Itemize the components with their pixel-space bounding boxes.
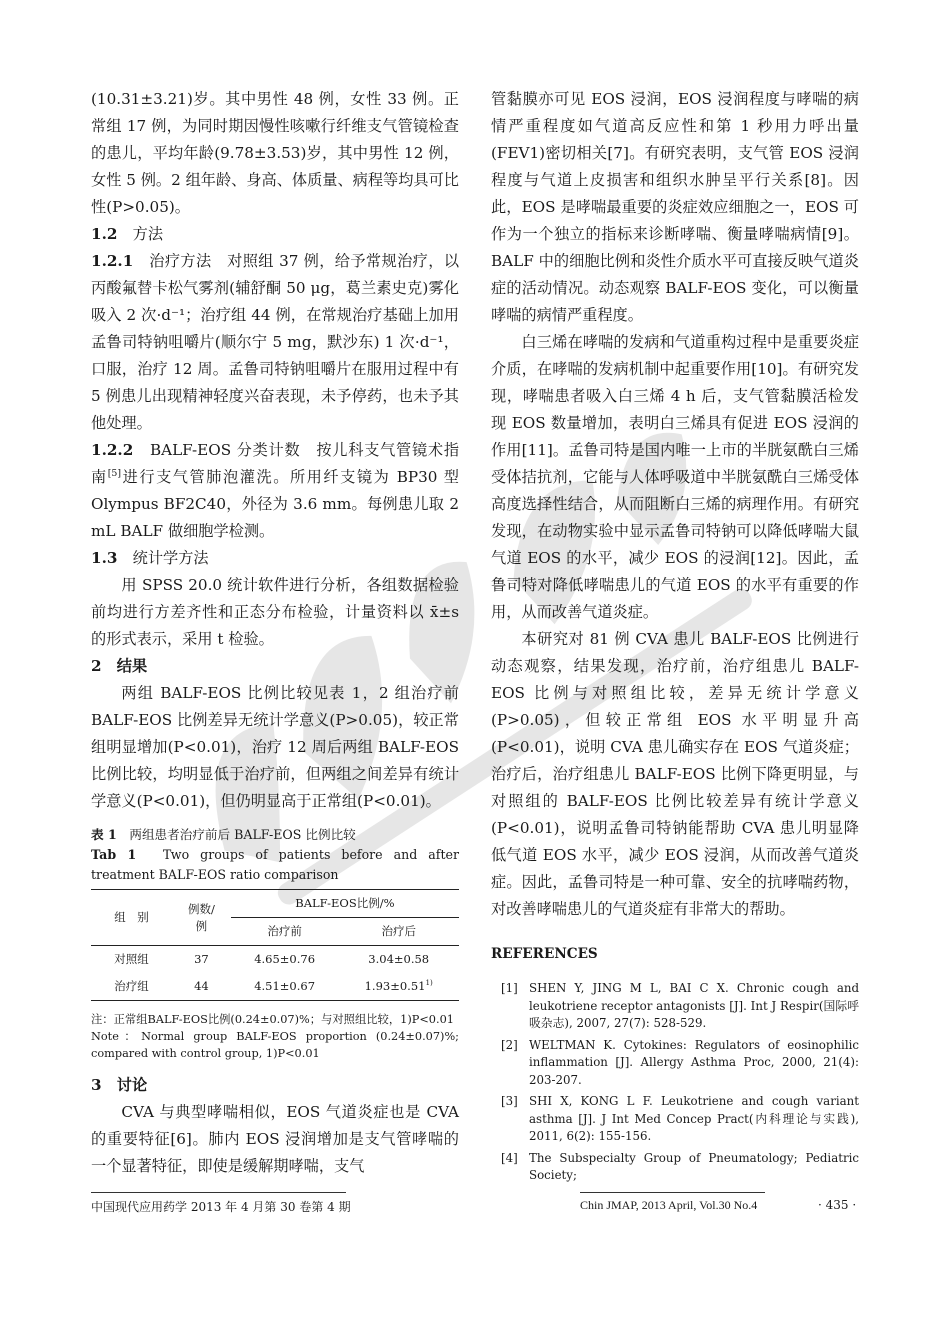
table-header-cell: 治疗后	[381, 924, 416, 938]
table-cell: 37	[194, 952, 209, 966]
paragraph: 管黏膜亦可见 EOS 浸润，EOS 浸润程度与哮喘的病情严重程度如气道高反应性和第 1 秒用力呼出量(FEV1)密切相关[7]。有研究表明，支气管 EOS 浸润程度与气道上皮损害和组织水肿呈平行关系[8]。因此，EOS 是哮喘最重要的炎症效应细胞之一，EOS 可作为一个独立的指标来诊断哮喘、衡量哮喘病情[9]。BALF 中的细胞比例和炎性介质水平可直接反映气道炎症的活动情况。动态观察 BALF-EOS 变化，可以衡量哮喘的病情严重程度。	[491, 90, 859, 324]
paragraph-text: 按儿科支气管镜术指南	[91, 441, 460, 486]
table-note-zh: 注：正常组BALF-EOS比例(0.24±0.07)%；与对照组比较，1)P<0.01	[91, 1013, 454, 1026]
footer-rule-left	[91, 1192, 346, 1193]
table-cell-value: 1.93±0.51	[364, 979, 426, 993]
paragraph: 本研究对 81 例 CVA 患儿 BALF-EOS 比例进行动态观察，结果发现，治疗前，治疗组患儿 BALF- EOS 比例与对照组比较，差异无统计学意义(P>0.05)，但较正常组 EOS 水平明显升高(P<0.01)，说明 CVA 患儿确实存在 EOS 气道炎症；治疗后，治疗组患儿 BALF-EOS 比例下降更明显，与对照组的 BALF-EOS 比例比较差异有统计学意义(P<0.01)，说明孟鲁司特钠能帮助 CVA 患儿明显降低气道 EOS 水平，减少 EOS 浸润，从而改善气道炎症。因此，孟鲁司特是一种可靠、安全的抗哮喘药物，对改善哮喘患儿的气道炎症有非常大的帮助。	[491, 630, 859, 918]
table-note	[91, 1011, 459, 1062]
paragraph	[91, 437, 459, 545]
table-header-cell: BALF-EOS比例/%	[231, 890, 459, 918]
table-cell-value: 3.04±0.58	[368, 952, 430, 966]
table-footnote-mark: 1)	[425, 978, 433, 988]
reference-item	[491, 1093, 859, 1146]
section-number: 1.3	[91, 549, 118, 567]
reference-item	[491, 980, 859, 1033]
subsection-number: 1.2.1	[91, 252, 134, 270]
table-note-en: Note：Normal group BALF-EOS proportion (0.24±0.07)%; compared with control group, 1)P<0.01	[91, 1030, 459, 1060]
paragraph-text: 对照组 37 例，给予常规治疗，以丙酸氟替卡松气雾剂(辅舒酮 50 μg，葛兰素史克)雾化吸入 2 次·d⁻¹；治疗组 44 例，在常规治疗基础上加用孟鲁司特钠咀嚼片(顺尔宁 5 mg，默沙东) 1 次·d⁻¹，口服，治疗 12 周。孟鲁司特钠咀嚼片在服用过程中有 5 例患儿出现精神轻度兴奋表现，未予停药，也未予其他处理。	[91, 252, 460, 432]
paragraph: (10.31±3.21)岁。其中男性 48 例，女性 33 例。正常组 17 例，为同时期因慢性咳嗽行纤维支气管镜检查的患儿，平均年龄(9.78±3.53)岁，其中男性 12 例，女性 5 例。2 组年龄、身高、体质量、病程等均具可比性(P>0.05)。	[91, 90, 459, 216]
table-label-en: Tab 1	[91, 847, 137, 862]
left-column	[91, 86, 459, 1180]
reference-number: [3]	[501, 1094, 518, 1108]
table-label: 表 1	[91, 827, 117, 842]
table-cell: 4.65±0.76	[254, 952, 316, 966]
table-cell: 对照组	[114, 952, 149, 966]
section-number: 1.2	[91, 225, 118, 243]
references-heading: REFERENCES	[491, 946, 598, 962]
paragraph: 白三烯在哮喘的发病和气道重构过程中是重要炎症介质，在哮喘的发病机制中起重要作用[10]。有研究发现，哮喘患者吸入白三烯 4 h 后，支气管黏膜活检发现 EOS 数量增加，表明白三烯具有促进 EOS 浸润的作用[11]。孟鲁司特是国内唯一上市的半胱氨酰白三烯受体拮抗剂，它能与人体呼吸道中半胱氨酰白三烯受体高度选择性结合，从而阻断白三烯的病理作用。有研究发现，在动物实验中显示孟鲁司特钠可以降低哮喘大鼠气道 EOS 的水平，减少 EOS 的浸润[12]。因此，孟鲁司特对降低哮喘患儿的气道 EOS 的水平有重要的作用，从而改善气道炎症。	[491, 333, 859, 621]
table-cell	[338, 973, 459, 1001]
footer-journal-zh: 中国现代应用药学 2013 年 4 月第 30 卷第 4 期	[91, 1200, 351, 1214]
right-column	[491, 86, 859, 1189]
reference-item	[491, 1037, 859, 1090]
subsection-number: 1.2.2	[91, 441, 134, 459]
footer-journal-en: Chin JMAP, 2013 April, Vol.30 No.4	[580, 1198, 758, 1212]
table-title-zh: 两组患者治疗前后 BALF-EOS 比例比较	[129, 827, 356, 842]
reference-text: The Subspecialty Group of Pneumatology; Pediatric Society;	[529, 1150, 859, 1182]
section-title: 方法	[132, 225, 163, 243]
paragraph: CVA 与典型哮喘相似，EOS 气道炎症也是 CVA 的重要特征[6]。肺内 EOS 浸润增加是支气管哮喘的一个显著特征，即使是缓解期哮喘，支气	[91, 1103, 459, 1175]
reference-text: SHEN Y, JING M L, BAI C X. Chronic cough and leukotriene receptor antagonists [J]. Int J Respir(国际呼吸杂志), 2007, 27(7): 528-529.	[529, 981, 859, 1030]
table-cell: 44	[194, 979, 209, 993]
paragraph: 用 SPSS 20.0 统计软件进行分析，各组数据检验前均进行方差齐性和正态分布检验，计量资料以 x̄±s 的形式表示，采用 t 检验。	[91, 576, 459, 648]
reference-number: [1]	[501, 981, 518, 995]
data-table	[91, 889, 459, 1001]
section-heading-results: 2 结果	[91, 657, 148, 675]
section-heading	[91, 545, 459, 572]
footer-rule-right	[580, 1192, 765, 1193]
reference-number: [4]	[501, 1150, 518, 1165]
section-heading-discussion: 3 讨论	[91, 1076, 148, 1094]
subsection-title: 治疗方法	[149, 252, 212, 270]
reference-text: SHI X, KONG L F. Leukotriene and cough variant asthma [J]. J Int Med Concep Pract(内科理论与实践), 2011, 6(2): 155-156.	[529, 1094, 859, 1143]
table-header-cell: 治疗前	[267, 924, 302, 938]
reference-number: [2]	[501, 1037, 518, 1052]
table-header-cell: 组 别	[114, 910, 149, 924]
table-header-cell: 例数/ 例	[187, 901, 215, 933]
paragraph-text: 进行支气管肺泡灌洗。所用纤支镜为 BP30 型 Olympus BF2C40，外径为 3.6 mm。每例患儿取 2 mL BALF 做细胞学检测。	[91, 468, 459, 540]
table-cell	[338, 946, 459, 974]
reference-item	[491, 1150, 859, 1185]
section-heading	[91, 221, 459, 248]
table-title-en: Two groups of patients before and after treatment BALF-EOS ratio comparison	[91, 847, 459, 882]
table-row	[91, 973, 459, 1001]
page-number: · 435 ·	[818, 1198, 857, 1212]
paragraph: 两组 BALF-EOS 比例比较见表 1，2 组治疗前 BALF-EOS 比例差异无统计学意义(P>0.05)，较正常组明显增加(P<0.01)，治疗 12 周后两组 BALF-EOS 比例比较，均明显低于治疗前，但两组之间差异有统计学意义(P<0.01)，但仍明显高于正常组(P<0.01)。	[91, 684, 459, 810]
reference-text: WELTMAN K. Cytokines: Regulators of eosinophilic inflammation [J]. Allergy Asthma Proc, 2000, 21(4): 203-207.	[529, 1037, 859, 1087]
subsection-title: BALF-EOS 分类计数	[149, 441, 301, 459]
table-cell: 4.51±0.67	[254, 979, 316, 993]
citation[interactable]: [5]	[107, 467, 122, 479]
paragraph	[91, 248, 459, 437]
table-caption	[91, 825, 459, 885]
section-title: 统计学方法	[132, 549, 209, 567]
table-row	[91, 946, 459, 974]
table-cell: 治疗组	[114, 979, 149, 993]
